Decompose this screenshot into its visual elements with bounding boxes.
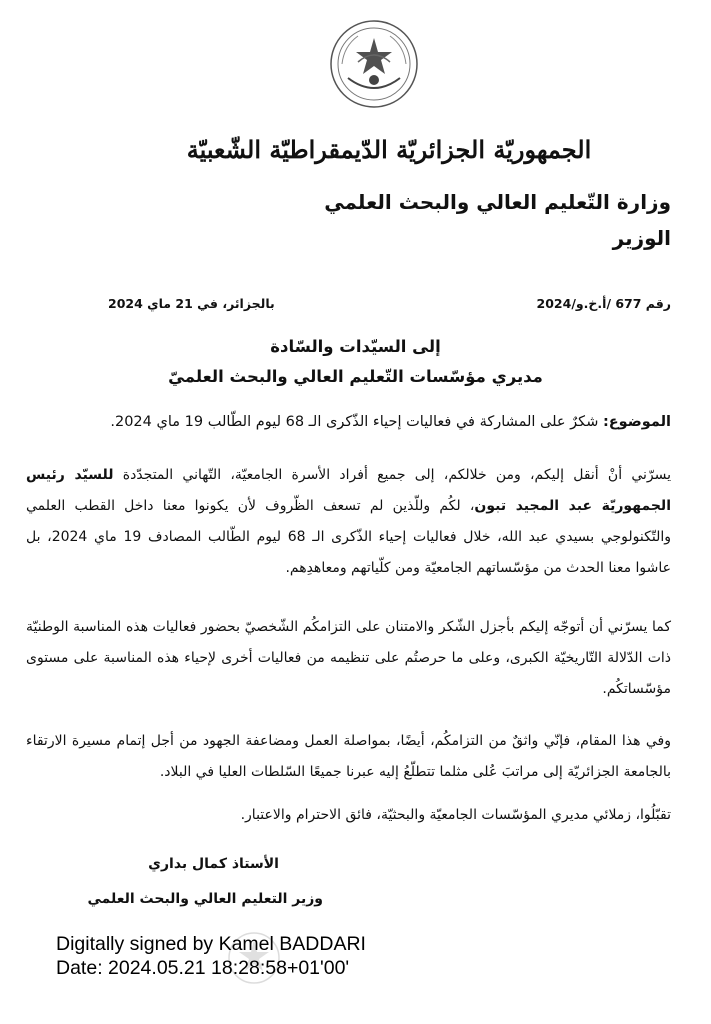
digital-signature-date: Date: 2024.05.21 18:28:58+01'00' (56, 957, 350, 979)
paragraph-1 (26, 460, 671, 584)
signatory-title: وزير التعليم العالي والبحث العلمي (87, 891, 323, 907)
reference-number: رقم 677 /أ.خ.و/2024 (536, 296, 671, 311)
ministry-name: وزارة التّعليم العالي والبحث العلمي (324, 190, 671, 214)
addressee-line-2: مديري مؤسّسات التّعليم العالي والبحث العلميّ (168, 367, 543, 386)
subject-text: شكرٌ على المشاركة في فعاليات إحياء الذّكرى الـ 68 ليوم الطّالب 19 ماي 2024. (110, 414, 603, 430)
paragraph-1-part-2: ، لكُم وللّذين لم تسعف الظّروف لأن يكونوا معنا داخل القطب العلمي والتّكنولوجي بسيدي عبد الله، خلال فعاليات إحياء الذّكرى الـ 68 ليوم الطّالب المصادف 19 ماي 2024، بل عاشوا معنا الحدث من مؤسّساتهم الجامعيّة ومن كلّياتهم ومعاهدِهم. (26, 498, 672, 576)
signatory-name: الأستاذ كمال بداري (148, 856, 279, 872)
place-date: بالجزائر، في 21 ماي 2024 (108, 296, 275, 311)
paragraph-2: كما يسرّني أن أتوجّه إليكم بأجزل الشّكر والامتنان على التزامكُم الشّخصيّ بحضور فعاليات هذه المناسبة الوطنيّة ذات الدّلالة التّاريخيّة الكبرى، وعلى ما حرصتُم على تنظيمه من فعاليات أخرى لإحياء هذه المناسبة على مستوى مؤسّساتكُم. (26, 619, 671, 697)
president-name: للسيّد رئيس الجمهوريّة عبد المجيد تبون (26, 467, 671, 514)
paragraph-4: تقبّلُوا، زملائي مديري المؤسّسات الجامعيّة والبحثيّة، فائق الاحترام والاعتبار. (240, 807, 671, 823)
digital-signature-signer: Digitally signed by Kamel BADDARI (56, 933, 366, 955)
republic-heading: الجمهوريّة الجزائريّة الدّيمقراطيّة الشّعبيّة (186, 135, 592, 164)
subject-label: الموضوع: (602, 414, 671, 430)
addressee-line-1: إلى السيّدات والسّادة (270, 337, 441, 356)
subject-line (31, 414, 671, 430)
national-emblem-seal (328, 18, 420, 110)
paragraph-3: وفي هذا المقام، فإنّي واثقٌ من التزامكُم، أيضًا، بمواصلة العمل ومضاعفة الجهود من أجل إتمام مسيرة الارتقاء بالجامعة الجزائريّة إلى مراتبَ عُلى مثلما تتطلّعُ إليه عبرنا جميعًا السّلطات العليا في البلاد. (26, 733, 671, 780)
paragraph-1-part-1: يسرّني أنْ أنقل إليكم، ومن خلالكم، إلى جميع أفراد الأسرة الجامعيّة، التّهاني المتجدّدة (113, 467, 672, 483)
digital-signature (56, 932, 366, 980)
minister-title: الوزير (612, 226, 671, 250)
